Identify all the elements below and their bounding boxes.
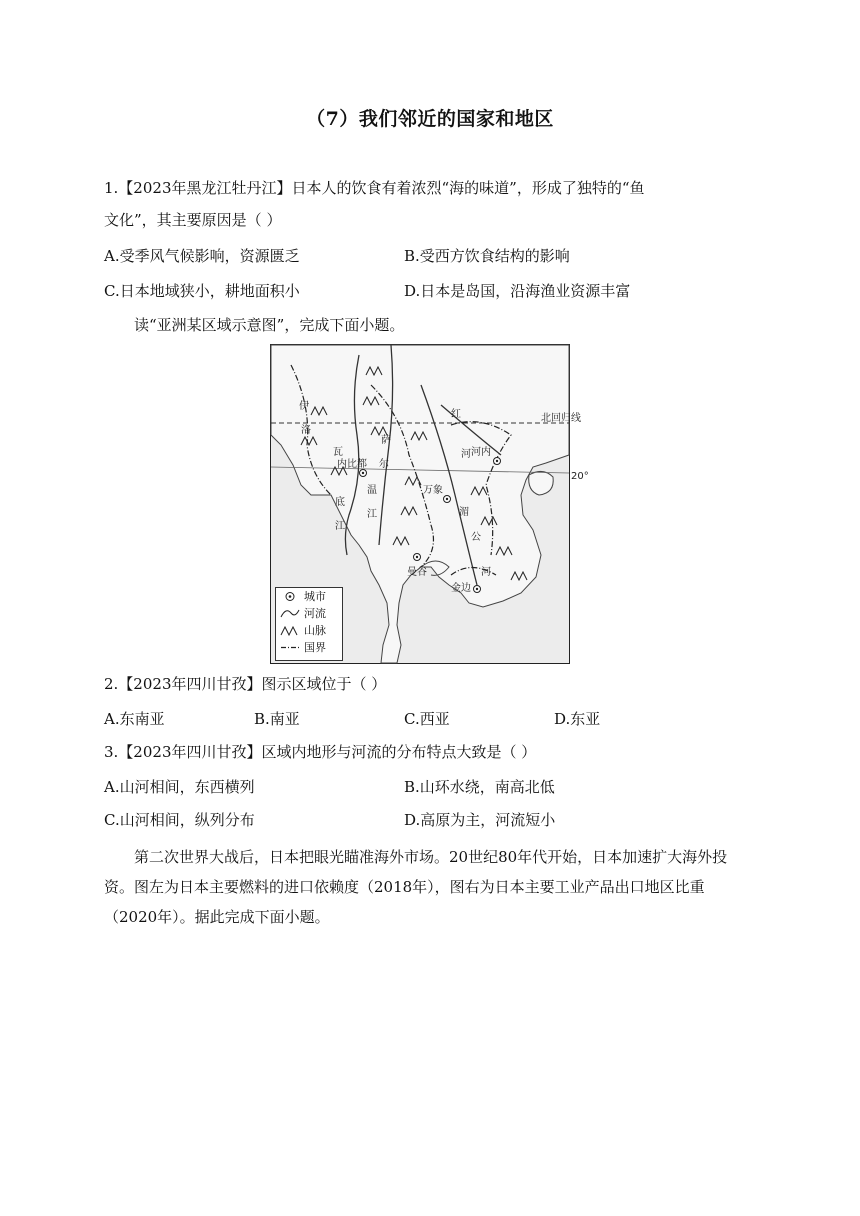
city-hanoi-label: 河内 [471,447,491,458]
q1-stem-line1: 1.【2023年黑龙江牡丹江】日本人的饮食有着浓烈“海的味道”，形成了独特的“鱼 [104,179,645,197]
q2-stem: 2.【2023年四川甘孜】图示区域位于（ ） [104,675,387,693]
label-luo: 洛 [301,425,311,436]
city-symbol-icon [280,590,300,603]
q2-option-c[interactable]: C.西亚 [404,710,450,728]
border-symbol-icon [280,641,300,654]
label-er: 尔 [379,459,389,470]
q1-option-a[interactable]: A.受季风气候影响，资源匮乏 [104,247,300,265]
q1-stem-line2: 文化”，其主要原因是（ ） [104,211,282,229]
legend-river [276,605,342,622]
map-legend [275,587,343,661]
q3-stem: 3.【2023年四川甘孜】区域内地形与河流的分布特点大致是（ ） [104,743,537,761]
q3-option-b[interactable]: B.山环水绕，南高北低 [404,778,555,796]
q3-option-a[interactable]: A.山河相间，东西横列 [104,778,255,796]
label-he2: 河 [481,567,491,578]
label-sa: 萨 [381,435,391,446]
mountain-symbol-icon [280,624,300,637]
legend-mountain-label: 山脉 [304,624,326,637]
tropic-label: 北回归线 [541,413,581,424]
q2-option-d[interactable]: D.东亚 [554,710,601,728]
q3-option-d[interactable]: D.高原为主，河流短小 [404,811,556,829]
label-he: 河 [461,449,471,460]
label-wen: 温 [367,485,377,496]
q2-option-a[interactable]: A.东南亚 [104,710,165,728]
asia-region-map [270,344,589,664]
map-intro: 读“亚洲某区域示意图”，完成下面小题。 [134,316,405,334]
q1-option-c[interactable]: C.日本地域狭小，耕地面积小 [104,282,300,300]
reading-paragraph: 第二次世界大战后，日本把眼光瞄准海外市场。20世纪80年代开始，日本加速扩大海外投资。图左为日本主要燃料的进口依赖度（2018年），图右为日本主要工业产品出口地区比重（2020年）。据此完成下面小题。 [104,848,728,926]
q1-option-d[interactable]: D.日本是岛国，沿海渔业资源丰富 [404,282,631,300]
q3-option-c[interactable]: C.山河相间，纵列分布 [104,811,255,829]
label-di: 底 [335,497,345,508]
legend-river-label: 河流 [304,607,326,620]
legend-city [276,588,342,605]
city-naypyidaw-label: 内比都 [337,459,367,470]
legend-mountain [276,622,342,639]
city-bangkok-label: 曼谷 [407,567,427,578]
city-phnompenh-label: 金边 [451,583,471,594]
label-jiang2: 江 [367,509,377,520]
q2-option-b[interactable]: B.南亚 [254,710,300,728]
label-wa: 瓦 [333,447,343,458]
page-title: （7）我们邻近的国家和地区 [306,108,554,130]
legend-city-label: 城市 [304,590,326,603]
label-yi: 伊 [299,401,309,412]
q1-option-b[interactable]: B.受西方饮食结构的影响 [404,247,570,265]
label-hong: 红 [451,409,461,420]
lat20-label: 20° [571,471,589,482]
label-jiang: 江 [335,521,345,532]
label-gong: 公 [471,532,481,543]
legend-border-label: 国界 [304,641,326,654]
label-mei: 湄 [459,507,469,518]
city-vientiane-label: 万象 [423,485,443,496]
river-symbol-icon [280,607,300,620]
legend-border [276,639,342,656]
